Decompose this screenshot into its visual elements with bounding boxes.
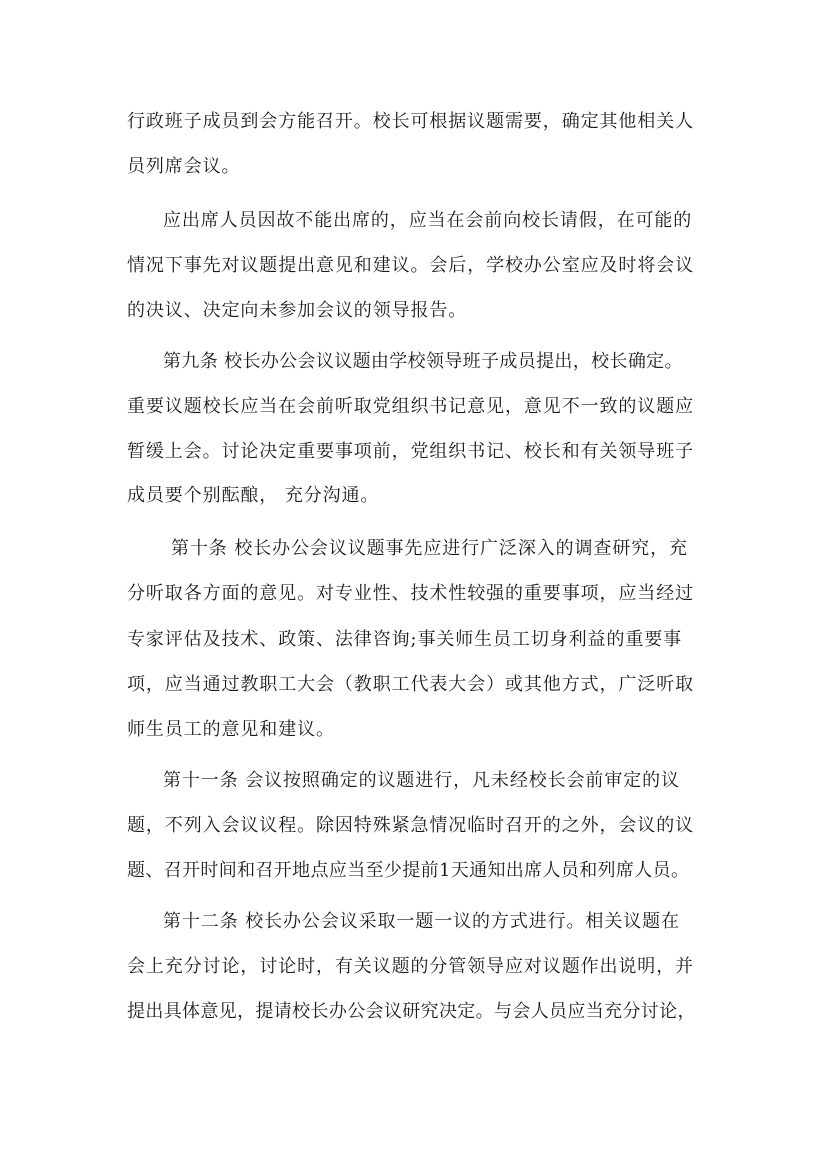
text-line: 第十二条 校长办公会议采取一题一议的方式进行。相关议题在 — [163, 911, 680, 932]
text-line: 重要议题校长应当在会前听取党组织书记意见，意见不一致的议题应 — [127, 396, 694, 417]
text-line: 提出具体意见，提请校长办公会议研究决定。与会人员应当充分讨论， — [127, 1001, 696, 1022]
text-line: 专家评估及技术、政策、法律咨询;事关师生员工切身利益的重要事 — [127, 629, 683, 650]
text-line: 的决议、决定向未参加会议的领导报告。 — [127, 300, 468, 321]
text-line: 情况下事先对议题提出意见和建议。会后，学校办公室应及时将会议 — [127, 255, 694, 276]
text-line: 行政班子成员到会方能召开。校长可根据议题需要，确定其他相关人 — [127, 111, 694, 132]
text-line: 项，应当通过教职工大会（教职工代表大会）或其他方式，广泛听取 — [127, 674, 694, 695]
text-line: 题、召开时间和召开地点应当至少提前1天通知出席人员和列席人员。 — [127, 860, 690, 881]
text-line: 会上充分讨论，讨论时，有关议题的分管领导应对议题作出说明，并 — [127, 956, 694, 977]
text-line: 题，不列入会议议程。除因特殊紧急情况临时召开的之外，会议的议 — [127, 815, 694, 836]
text-line: 师生员工的意见和建议。 — [127, 719, 335, 740]
text-line: 成员要个别酝酿， 充分沟通。 — [127, 485, 380, 506]
text-line: 第十条 校长办公会议议题事先应进行广泛深入的调查研究，充 — [171, 538, 688, 559]
text-line: 第九条 校长办公会议议题由学校领导班子成员提出，校长确定。 — [163, 351, 683, 372]
text-line: 应出席人员因故不能出席的，应当在会前向校长请假，在可能的 — [163, 210, 693, 231]
text-line: 第十一条 会议按照确定的议题进行，凡未经校长会前审定的议 — [163, 770, 680, 791]
text-line: 暂缓上会。讨论决定重要事项前，党组织书记、校长和有关领导班子 — [127, 441, 694, 462]
text-line: 员列席会议。 — [127, 156, 241, 177]
text-line: 分听取各方面的意见。对专业性、技术性较强的重要事项，应当经过 — [127, 583, 694, 604]
